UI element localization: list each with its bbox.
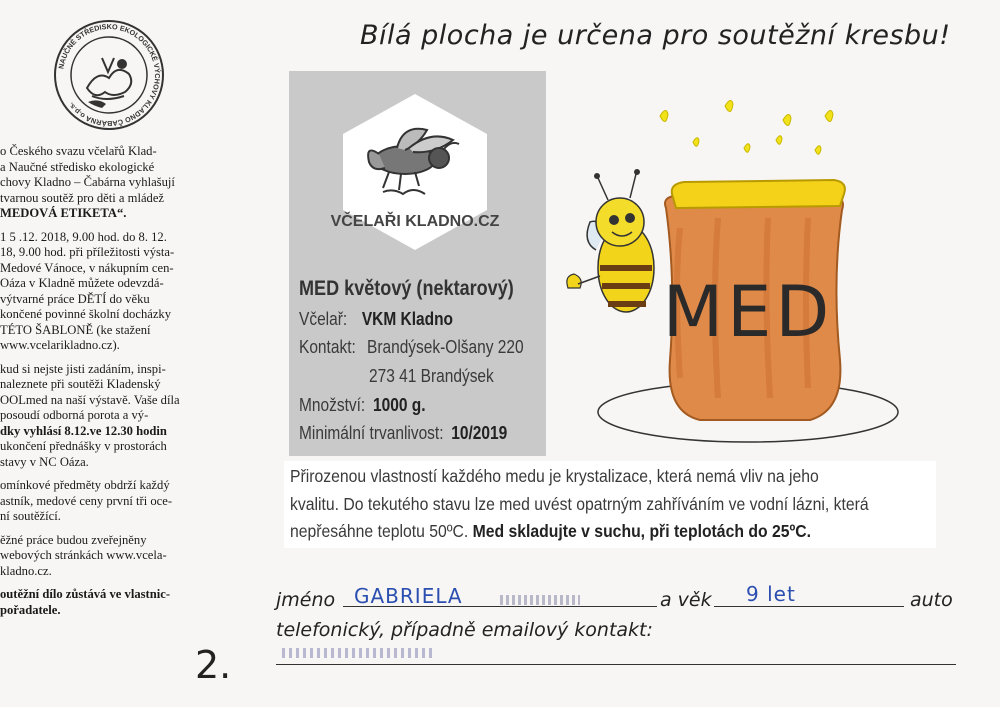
rules-line: omínkové předměty obdrží každý — [0, 478, 170, 492]
rules-line: stavy v NC Oáza. — [0, 454, 89, 469]
expiry-label: Minimální trvanlivost: — [299, 423, 444, 443]
rules-line: naleznete při soutěži Kladenský — [0, 377, 161, 391]
rules-line: kladno.cz. — [0, 563, 52, 578]
age-label: a věk — [660, 589, 712, 611]
quantity-label: Množství: — [299, 395, 366, 415]
rules-line: astník, medové ceny první tři oce- — [0, 493, 173, 508]
expiry-row — [299, 423, 507, 444]
beekeeper-row — [299, 309, 453, 330]
rules-paragraph-1 — [0, 144, 262, 222]
name-label: jméno — [276, 589, 336, 611]
competition-rules-text — [0, 144, 262, 626]
product-title: MED květový (nektarový) — [299, 277, 514, 300]
rules-line: Oáza v Kladně můžete odevzdá- — [0, 276, 164, 290]
description-line-1: Přirozenou vlastností každého medu je krystalizace, která nemá vliv na jeho — [290, 466, 819, 486]
rules-line: ukončení přednášky v prostorách — [0, 439, 167, 453]
age-value: 9 let — [746, 582, 796, 606]
jar-text: MED — [662, 271, 834, 353]
rules-line: www.vcelarikladno.cz). — [0, 338, 120, 352]
age-line[interactable] — [714, 606, 904, 607]
rules-line: chovy Kladno – Čabárna vyhlašují — [0, 175, 175, 189]
rules-paragraph-5 — [0, 533, 262, 580]
expiry-value: 10/2019 — [451, 423, 508, 443]
name-value: GABRIELA — [354, 584, 463, 608]
rules-line: výtvarné práce DĚTÍ do věku — [0, 291, 150, 306]
description-line-3-bold: Med skladujte v suchu, při teplotách do 25ºC. — [472, 521, 811, 541]
rules-line: Medové Vánoce, v nákupním cen- — [0, 260, 174, 275]
rules-line: ěžné práce budou zveřejněny — [0, 532, 147, 547]
rules-line: OOLmed na naší výstavě. Vaše díla — [0, 392, 180, 407]
rules-line: MEDOVÁ ETIKETA“. — [0, 206, 127, 220]
rules-paragraph-2 — [0, 230, 262, 354]
rules-line: TÉTO ŠABLONĚ (ke stažení — [0, 322, 151, 337]
rules-line: kud si nejste jisti zadáním, inspi- — [0, 361, 166, 376]
page-headline: Bílá plocha je určena pro soutěžní kresbu! — [360, 20, 951, 51]
beekeepers-logo — [330, 92, 500, 252]
rules-line: pořadatele. — [0, 602, 61, 617]
description-line-2: kvalitu. Do tekutého stavu lze med uvést opatrným zahříváním ve vodní lázni, která — [290, 493, 869, 514]
rules-line: 1 5 .12. 2018, 9.00 hod. do 8. 12. — [0, 229, 167, 244]
svg-text:NAUČNÉ STŘEDISKO EKOLOGICKÉ VÝ — [56, 22, 162, 128]
rules-line: dky vyhlásí 8.12.ve 12.30 hodin — [0, 423, 167, 438]
beekeeper-label: Včelař: — [299, 309, 348, 329]
redacted-contact — [282, 648, 432, 658]
rules-line: 18, 9.00 hod. při příležitosti výsta- — [0, 245, 175, 259]
rules-paragraph-6 — [0, 587, 262, 618]
contact-field-label: telefonický, případně emailový kontakt: — [276, 619, 653, 641]
stamp-text: NAUČNÉ STŘEDISKO EKOLOGICKÉ VÝCHOVY KLADNO ČABÁRNA o.p.s. — [56, 21, 163, 129]
bee-character — [567, 169, 654, 312]
organization-stamp — [52, 18, 166, 132]
author-label: auto — [910, 589, 953, 611]
rules-line: o Českého svazu včelařů Klad- — [0, 144, 157, 158]
rules-line: ní soutěžící. — [0, 509, 61, 523]
redacted-surname — [500, 595, 580, 605]
honey-drops — [660, 100, 833, 154]
contact-line-2: 273 41 Brandýsek — [369, 366, 494, 386]
description-line-3-plain: nepřesáhne teplotu 50ºC. — [290, 521, 473, 541]
rules-line: webových stránkách www.vcela- — [0, 548, 167, 562]
contact-line[interactable] — [276, 664, 956, 665]
honey-jar-drawing — [548, 98, 878, 456]
storage-description — [284, 461, 936, 548]
logo-text: VČELAŘI KLADNO.CZ — [330, 213, 500, 230]
jar-lid — [672, 180, 845, 208]
rules-line: a Naučné středisko ekologické — [0, 159, 155, 174]
rules-line: posoudí odborná porota a vý- — [0, 408, 149, 422]
rules-paragraph-4 — [0, 478, 262, 525]
description-line-3 — [290, 518, 866, 546]
quantity-value: 1000 g. — [373, 395, 426, 415]
rules-line: tvarnou soutěž pro děti a mládež — [0, 190, 165, 205]
quantity-row — [299, 395, 426, 416]
rules-paragraph-3 — [0, 362, 262, 471]
contact-row — [299, 337, 524, 358]
beekeeper-value: VKM Kladno — [361, 309, 453, 329]
entry-number: 2. — [195, 643, 232, 687]
contact-line-1: Brandýsek-Olšany 220 — [366, 337, 524, 357]
contact-label: Kontakt: — [299, 337, 356, 357]
rules-line: končené povinné školní docházky — [0, 307, 172, 321]
rules-line: outěžní dílo zůstává ve vlastnic- — [0, 587, 171, 601]
